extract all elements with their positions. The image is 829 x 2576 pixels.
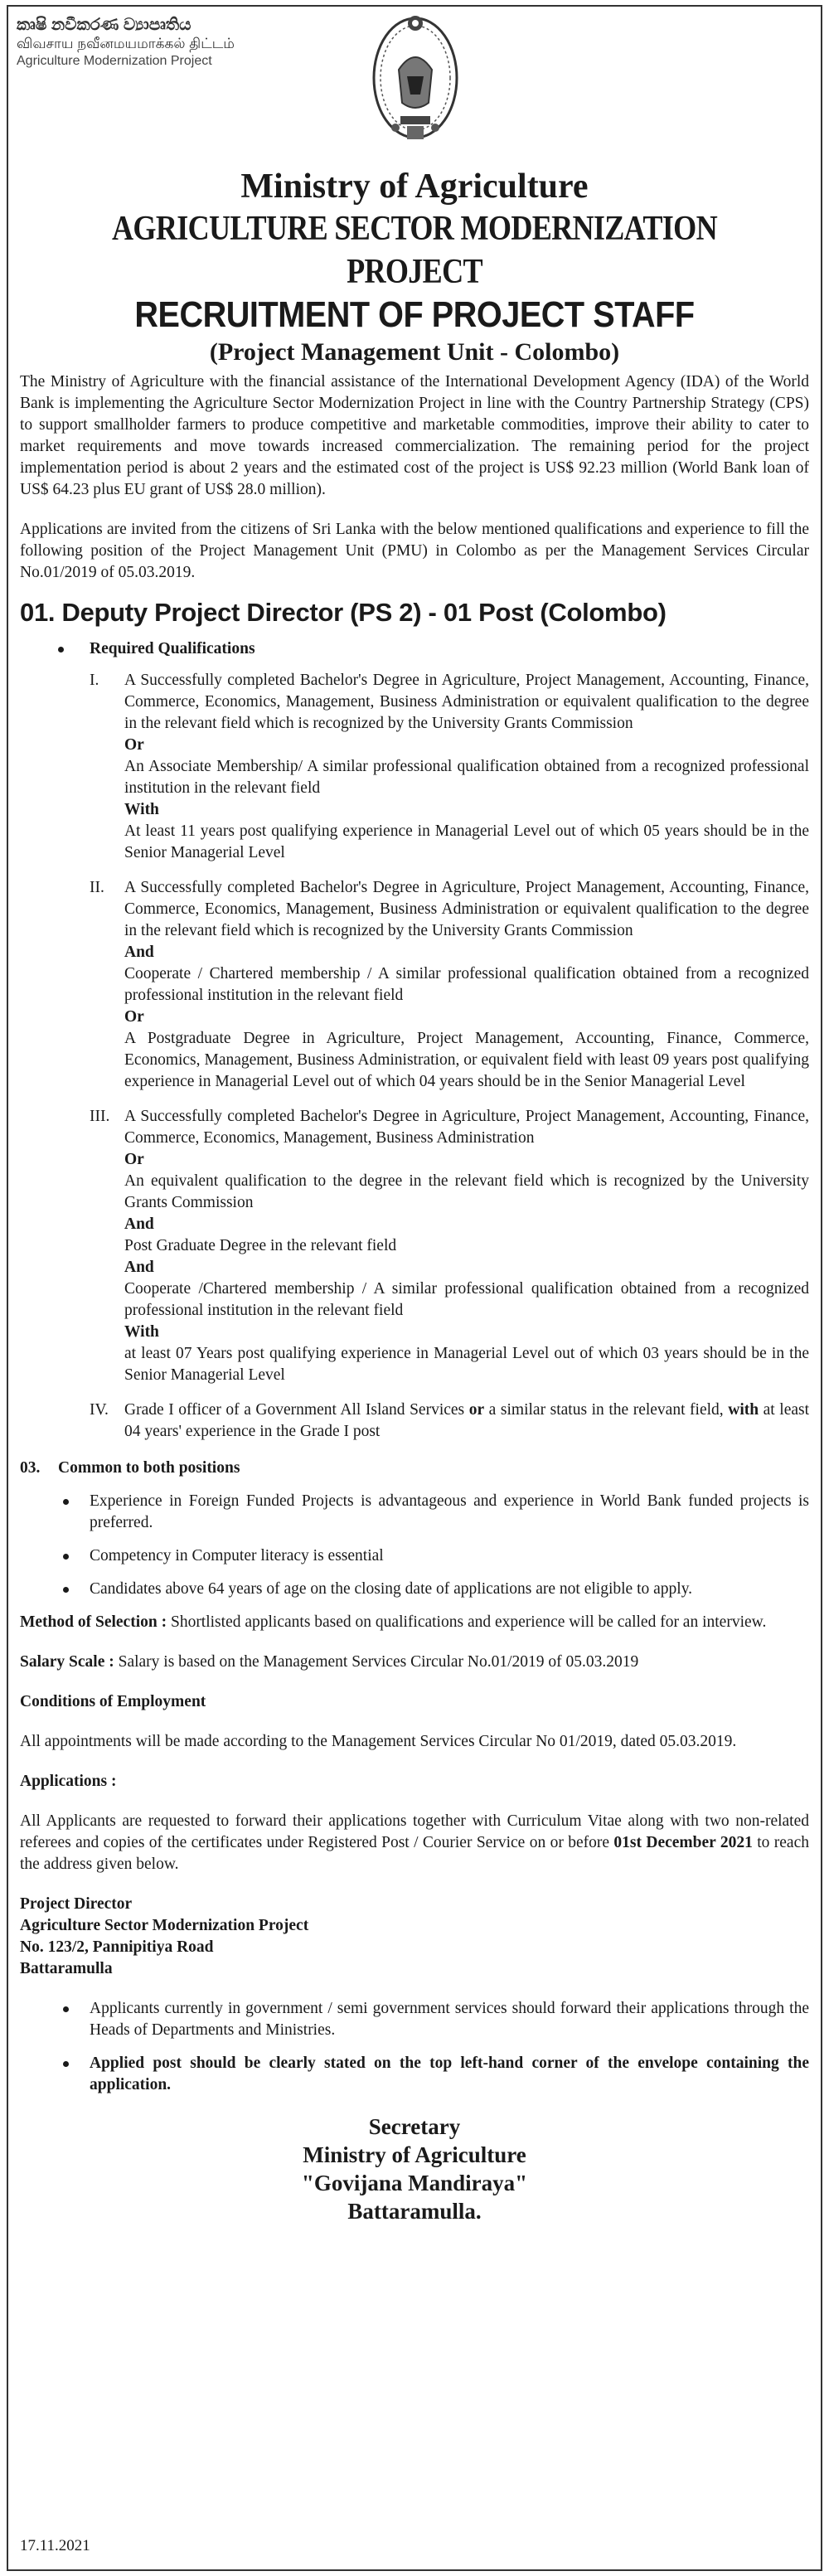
bullet-icon (63, 1499, 69, 1505)
applications-text-a: All Applicants are requested to forward their applications together with Curriculum Vitae along with two non-related referees and copies of the certificates under Registered Post / Courier Service on or before (20, 1812, 809, 1851)
intro-paragraph-1: The Ministry of Agriculture with the financial assistance of the International Development Agency (IDA) of the World Bank is implementing the Agriculture Sector Modernization Project in line with the Country Partnership Strategy (CPS) to support smallholder farmers to produce competitive and marketable commodities, improve their ability to cater to market requirements and move towards increased commercialization. The remaining period for the project implementation period is about 2 years and the estimated cost of the project is US$ 92.23 million (World Bank loan of US$ 64.23 plus EU grant of US$ 28.0 million). (20, 373, 809, 498)
qualification-text: A Successfully completed Bachelor's Degree in Agriculture, Project Management, Accounting, Finance, Commerce, Economics, Management, Business Administration or equivalent qualification to the degree in the relevant field which is recognized by the University Grants Commission (124, 672, 809, 732)
iv-text-e: at least 04 years' experience in the Grade I post (124, 1401, 810, 1440)
conditions-text: All appointments will be made according to the Management Services Circular No 01/2019, dated 05.03.2019. (20, 1733, 737, 1750)
common-requirements-list (20, 1491, 809, 1600)
common-requirement-text: Competency in Computer literacy is essential (90, 1547, 384, 1565)
section-title: Common to both positions (58, 1459, 240, 1477)
qualification-connector: And (124, 1215, 154, 1233)
qualification-text: An Associate Membership/ A similar professional qualification obtained from a recognized professional institution in the relevant field (124, 758, 809, 797)
applications-text-b: to reach the address given below. (20, 1834, 809, 1873)
ministry-title: Ministry of Agriculture (240, 167, 589, 206)
common-section-heading (20, 1458, 809, 1479)
signature-line: Secretary (368, 2114, 461, 2139)
bullet-icon (58, 647, 64, 652)
iv-text-c: a similar status in the relevant field, (484, 1401, 729, 1419)
note-item (20, 2053, 809, 2096)
address-line: No. 123/2, Pannipitiya Road (20, 1938, 214, 1956)
qualification-text: A Successfully completed Bachelor's Degree in Agriculture, Project Management, Accounting, Finance, Commerce, Economics, Management, Business Administration (124, 1108, 809, 1147)
qualification-item (20, 1106, 809, 1386)
salary-text: Salary is based on the Management Services Circular No.01/2019 of 05.03.2019 (114, 1653, 639, 1671)
qualification-connector: Or (124, 1151, 144, 1168)
qualification-number: I. (90, 672, 99, 689)
salary-label: Salary Scale : (20, 1653, 114, 1671)
iv-keyword-or: or (468, 1401, 485, 1419)
qualification-text: at least 07 Years post qualifying experience in Managerial Level out of which 03 years should be in the Senior Managerial Level (124, 1345, 809, 1384)
iv-text-a: Grade I officer of a Government All Island Services (124, 1401, 469, 1419)
post-title: 01. Deputy Project Director (PS 2) - 01 Post (Colombo) (20, 598, 667, 627)
qualification-connector: And (124, 944, 154, 961)
qualification-connector: Or (124, 1008, 144, 1026)
qualification-connector: With (124, 801, 159, 818)
qualification-text: Cooperate /Chartered membership / A similar professional qualification obtained from a recognized professional institution in the relevant field (124, 1280, 809, 1319)
logo-tamil-text: விவசாய நவீனமயமாக்கல் திட்டம் (17, 36, 235, 51)
recruitment-title: RECRUITMENT OF PROJECT STAFF (134, 294, 695, 335)
method-label: Method of Selection : (20, 1613, 167, 1631)
signature-line: Ministry of Agriculture (303, 2142, 526, 2167)
intro-paragraph-2: Applications are invited from the citizens of Sri Lanka with the below mentioned qualifications and experience to fill the following position of the Project Management Unit (PMU) in Colombo as per the Management Services Circular No.01/2019 of 05.03.2019. (20, 521, 809, 581)
logo-english-text: Agriculture Modernization Project (17, 54, 212, 68)
project-title: AGRICULTURE SECTOR MODERNIZATION PROJECT (112, 210, 717, 291)
signature-block (20, 2113, 809, 2225)
qualification-text: A Postgraduate Degree in Agriculture, Project Management, Accounting, Finance, Commerce, Economics, Management, Business Administration, or equivalent field with least 09 years post qualifying experience in Managerial Level out of which 04 years should be in the Senior Managerial Level (124, 1030, 809, 1090)
common-requirement-text: Experience in Foreign Funded Projects is advantageous and experience in World Bank funded projects is preferred. (90, 1492, 809, 1531)
common-requirement-item (20, 1491, 809, 1534)
qualification-number: II. (90, 879, 104, 896)
national-emblem-icon (371, 12, 460, 151)
common-requirement-item (20, 1545, 809, 1567)
postal-address (20, 1894, 809, 1980)
qualification-text: A Successfully completed Bachelor's Degree in Agriculture, Project Management, Accounting, Finance, Commerce, Economics, Management, Business Administration or equivalent qualification to the degree in the relevant field which is recognized by the University Grants Commission (124, 879, 809, 939)
conditions-heading: Conditions of Employment (20, 1693, 206, 1710)
qualification-connector: Or (124, 736, 144, 754)
qualification-text: Post Graduate Degree in the relevant field (124, 1237, 397, 1254)
salary-scale (20, 1652, 809, 1673)
logo-sinhala-text: කෘෂි නවීකරණ ව්‍යාපෘතිය (17, 16, 191, 34)
bullet-icon (63, 1587, 69, 1593)
applications-text (20, 1811, 809, 1875)
method-of-selection (20, 1612, 809, 1633)
document-body (20, 371, 809, 2225)
qualification-item (20, 877, 809, 1093)
qualification-connector: With (124, 1323, 159, 1341)
required-qualifications-heading: Required Qualifications (20, 638, 809, 660)
unit-subtitle: (Project Management Unit - Colombo) (209, 338, 620, 366)
address-line: Project Director (20, 1895, 133, 1913)
qualification-text: Cooperate / Chartered membership / A similar professional qualification obtained from a recognized professional institution in the relevant field (124, 965, 809, 1004)
method-text: Shortlisted applicants based on qualifications and experience will be called for an interview. (167, 1613, 767, 1631)
closing-date: 01st December 2021 (613, 1834, 753, 1851)
note-item (20, 1998, 809, 2041)
project-logo (17, 15, 290, 70)
address-line: Agriculture Sector Modernization Project (20, 1917, 309, 1934)
note-text: Applied post should be clearly stated on the top left-hand corner of the envelope containing the application. (90, 2054, 809, 2093)
qualification-item-iv (20, 1400, 809, 1443)
section-number: 03. (20, 1459, 41, 1477)
bullet-icon (63, 2006, 69, 2012)
qualification-number: III. (90, 1108, 110, 1125)
note-text: Applicants currently in government / semi government services should forward their applications through the Heads of Departments and Ministries. (90, 2000, 809, 2039)
address-line: Battaramulla (20, 1960, 113, 1977)
qualification-text: At least 11 years post qualifying experience in Managerial Level out of which 05 years should be in the Senior Managerial Level (124, 822, 809, 861)
qualification-item (20, 670, 809, 864)
signature-line: "Govijana Mandiraya" (301, 2171, 528, 2195)
qualification-number: IV. (90, 1401, 109, 1419)
qualification-connector: And (124, 1259, 154, 1276)
common-requirement-text: Candidates above 64 years of age on the closing date of applications are not eligible to apply. (90, 1580, 693, 1598)
applications-heading: Applications : (20, 1773, 117, 1790)
iv-keyword-with: with (728, 1401, 759, 1419)
bullet-icon (63, 1554, 69, 1560)
signature-line: Battaramulla. (347, 2199, 482, 2224)
common-requirement-item (20, 1579, 809, 1600)
bullet-icon (63, 2061, 69, 2067)
qualification-list (20, 670, 809, 1386)
document-header (0, 166, 829, 368)
qualification-text: An equivalent qualification to the degree in the relevant field which is recognized by the University Grants Commission (124, 1172, 809, 1211)
publication-date: 17.11.2021 (20, 2537, 90, 2554)
